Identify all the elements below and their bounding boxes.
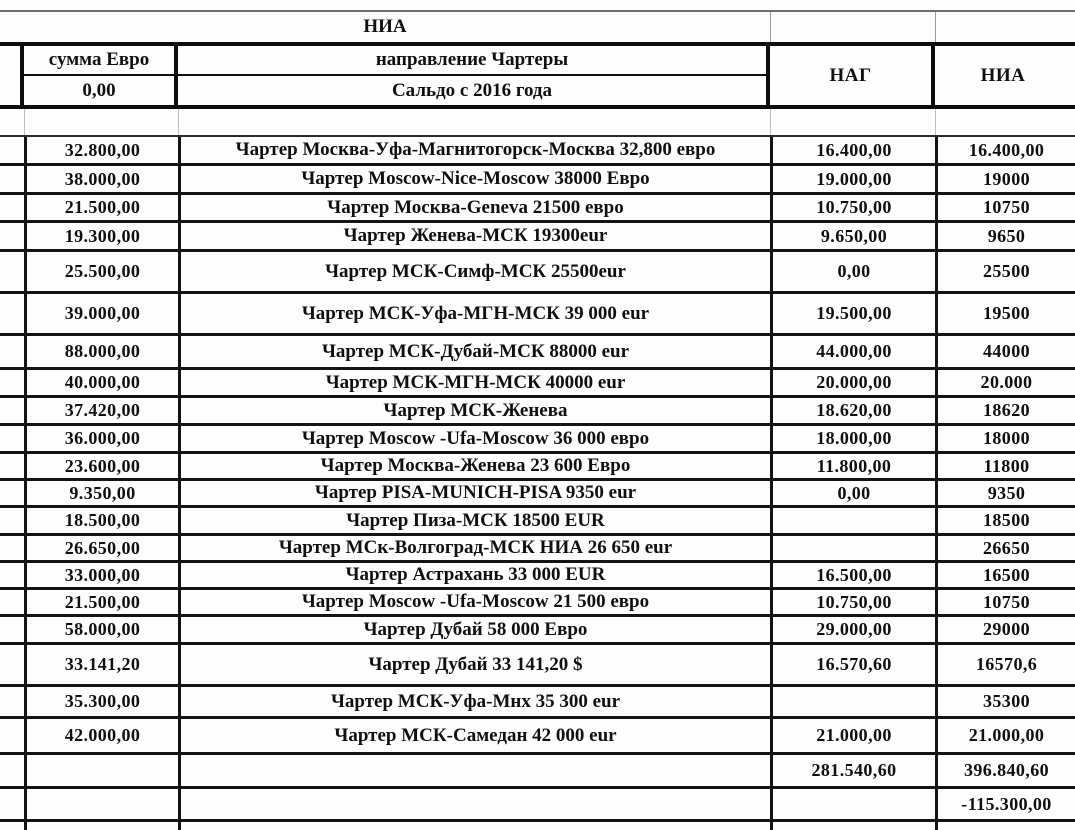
totals-row xyxy=(0,755,1075,789)
direction-cell: Чартер Москва-Уфа-Магнитогорск-Москва 32,800 евро xyxy=(178,137,770,163)
column-header-nia: НИА xyxy=(931,46,1071,105)
column-header-direction: направление Чартеры xyxy=(178,46,766,76)
row-stub-cell xyxy=(0,481,24,505)
direction-cell: Чартер Moscow-Nice-Moscow 38000 Евро xyxy=(178,166,770,192)
sum-cell: 36.000,00 xyxy=(24,426,178,451)
nia-cell: 18620 xyxy=(935,398,1075,423)
table-row xyxy=(0,398,1075,426)
direction-cell: Чартер Астрахань 33 000 EUR xyxy=(178,563,770,587)
sum-cell: 42.000,00 xyxy=(24,719,178,752)
nia-cell: 9350 xyxy=(935,481,1075,505)
sum-cell: 39.000,00 xyxy=(24,294,178,333)
table-row xyxy=(0,195,1075,223)
row-stub-cell xyxy=(0,166,24,192)
nia-cell: 25500 xyxy=(935,252,1075,291)
table-row xyxy=(0,370,1075,398)
sum-cell: 40.000,00 xyxy=(24,370,178,395)
row-stub-cell xyxy=(0,336,24,367)
nia-cell: 21.000,00 xyxy=(935,719,1075,752)
nia-cell: 26650 xyxy=(935,536,1075,560)
row-stub-cell xyxy=(0,195,24,220)
spacer-row xyxy=(0,109,1075,137)
table-row xyxy=(0,252,1075,294)
nag-cell xyxy=(770,536,935,560)
nag-cell: 18.000,00 xyxy=(770,426,935,451)
row-stub-cell xyxy=(0,454,24,478)
sum-cell: 37.420,00 xyxy=(24,398,178,423)
table-row xyxy=(0,166,1075,195)
table-row xyxy=(0,590,1075,617)
nia-cell: 11800 xyxy=(935,454,1075,478)
nag-total-cell: 281.540,60 xyxy=(770,755,935,786)
row-stub-cell xyxy=(0,252,24,291)
direction-cell xyxy=(178,755,770,786)
table-row xyxy=(0,294,1075,336)
row-stub-cell xyxy=(0,645,24,684)
direction-cell: Чартер Пиза-МСК 18500 EUR xyxy=(178,508,770,533)
nag-cell: 20.000,00 xyxy=(770,370,935,395)
nag-cell xyxy=(770,687,935,716)
sum-cell: 58.000,00 xyxy=(24,617,178,642)
nag-cell: 16.570,60 xyxy=(770,645,935,684)
direction-cell: Чартер МСК-Уфа-МГН-МСК 39 000 eur xyxy=(178,294,770,333)
direction-cell: Чартер МСК-Самедан 42 000 eur xyxy=(178,719,770,752)
saldo-label: Сальдо с 2016 года xyxy=(391,79,553,101)
sum-cell: 18.500,00 xyxy=(24,508,178,533)
nia-cell: 19500 xyxy=(935,294,1075,333)
sum-cell: 38.000,00 xyxy=(24,166,178,192)
nag-cell: 10.750,00 xyxy=(770,195,935,220)
title-row-empty-nia-cell xyxy=(935,12,1075,42)
nia-saldo-cell: -115.300,00 xyxy=(935,789,1075,819)
nag-cell: 19.000,00 xyxy=(770,166,935,192)
sum-cell: 26.650,00 xyxy=(24,536,178,560)
partial-row xyxy=(0,822,1075,830)
table-row xyxy=(0,719,1075,755)
saldo-result-row xyxy=(0,789,1075,822)
direction-cell: Чартер МСК-Женева xyxy=(178,398,770,423)
nag-cell: 21.000,00 xyxy=(770,719,935,752)
sum-cell: 32.800,00 xyxy=(24,137,178,163)
nag-cell: 29.000,00 xyxy=(770,617,935,642)
column-header-nag: НАГ xyxy=(766,46,931,105)
row-stub-cell xyxy=(0,687,24,716)
column-header-sum: сумма Евро xyxy=(24,46,174,76)
nia-cell: 19000 xyxy=(935,166,1075,192)
sum-cell xyxy=(24,755,178,786)
row-stub-cell xyxy=(0,223,24,249)
title-row xyxy=(0,10,1075,42)
table-header xyxy=(0,42,1075,109)
sum-cell xyxy=(24,789,178,819)
nag-cell: 18.620,00 xyxy=(770,398,935,423)
nag-cell: 44.000,00 xyxy=(770,336,935,367)
direction-cell: Чартер МСК-Уфа-Мнх 35 300 eur xyxy=(178,687,770,716)
nag-cell: 10.750,00 xyxy=(770,590,935,614)
sheet-title: НИА xyxy=(363,16,407,37)
sum-cell: 25.500,00 xyxy=(24,252,178,291)
direction-cell: Чартер Москва-Geneva 21500 евро xyxy=(178,195,770,220)
table-row xyxy=(0,536,1075,563)
nia-cell: 20.000 xyxy=(935,370,1075,395)
nia-cell: 16.400,00 xyxy=(935,137,1075,163)
sum-cell: 21.500,00 xyxy=(24,195,178,220)
table-row xyxy=(0,617,1075,645)
nia-cell: 18500 xyxy=(935,508,1075,533)
sum-cell: 33.141,20 xyxy=(24,645,178,684)
direction-cell: Чартер Дубай 58 000 Евро xyxy=(178,617,770,642)
row-stub-cell xyxy=(0,755,24,786)
nag-cell: 16.500,00 xyxy=(770,563,935,587)
sum-cell: 88.000,00 xyxy=(24,336,178,367)
row-stub-cell xyxy=(0,426,24,451)
direction-cell: Чартер Женева-МСК 19300eur xyxy=(178,223,770,249)
table-row xyxy=(0,454,1075,481)
table-row xyxy=(0,687,1075,719)
table-row xyxy=(0,223,1075,252)
row-stub-cell xyxy=(0,536,24,560)
direction-cell: Чартер МСК-МГН-МСК 40000 eur xyxy=(178,370,770,395)
table-row xyxy=(0,137,1075,166)
sum-cell: 23.600,00 xyxy=(24,454,178,478)
row-stub-cell xyxy=(0,398,24,423)
direction-cell: Чартер Дубай 33 141,20 $ xyxy=(178,645,770,684)
nia-cell: 16570,6 xyxy=(935,645,1075,684)
table-row xyxy=(0,508,1075,536)
nag-cell: 0,00 xyxy=(770,252,935,291)
direction-cell: Чартер Moscow -Ufa-Moscow 21 500 евро xyxy=(178,590,770,614)
table-row xyxy=(0,426,1075,454)
nia-cell: 9650 xyxy=(935,223,1075,249)
nag-cell xyxy=(770,789,935,819)
direction-cell: Чартер МСК-Дубай-МСК 88000 eur xyxy=(178,336,770,367)
sum-cell: 19.300,00 xyxy=(24,223,178,249)
sum-cell: 21.500,00 xyxy=(24,590,178,614)
nia-cell: 35300 xyxy=(935,687,1075,716)
sum-cell: 33.000,00 xyxy=(24,563,178,587)
nia-cell: 10750 xyxy=(935,590,1075,614)
header-stub-cell xyxy=(0,46,24,105)
nia-cell: 29000 xyxy=(935,617,1075,642)
row-stub-cell xyxy=(0,617,24,642)
table-row xyxy=(0,481,1075,508)
row-stub-cell xyxy=(0,137,24,163)
sum-cell: 9.350,00 xyxy=(24,481,178,505)
direction-cell: Чартер Moscow -Ufa-Moscow 36 000 евро xyxy=(178,426,770,451)
row-stub-cell xyxy=(0,719,24,752)
direction-cell: Чартер Москва-Женева 23 600 Евро xyxy=(178,454,770,478)
nia-cell: 18000 xyxy=(935,426,1075,451)
nag-cell: 0,00 xyxy=(770,481,935,505)
title-row-empty-nag-cell xyxy=(770,12,935,42)
row-stub-cell xyxy=(0,294,24,333)
nia-cell: 44000 xyxy=(935,336,1075,367)
nag-cell xyxy=(770,508,935,533)
direction-cell: Чартер PISA-MUNICH-PISA 9350 eur xyxy=(178,481,770,505)
nag-cell: 16.400,00 xyxy=(770,137,935,163)
direction-cell: Чартер МСк-Волгоград-МСК НИА 26 650 eur xyxy=(178,536,770,560)
nag-cell: 9.650,00 xyxy=(770,223,935,249)
table-row xyxy=(0,563,1075,590)
sum-cell: 35.300,00 xyxy=(24,687,178,716)
table-row xyxy=(0,645,1075,687)
table-row xyxy=(0,336,1075,370)
row-stub-cell xyxy=(0,370,24,395)
nia-cell: 10750 xyxy=(935,195,1075,220)
row-stub-cell xyxy=(0,563,24,587)
nia-total-cell: 396.840,60 xyxy=(935,755,1075,786)
row-stub-cell xyxy=(0,789,24,819)
sum-total-value: 0,00 xyxy=(82,79,116,101)
nia-cell: 16500 xyxy=(935,563,1075,587)
nag-cell: 11.800,00 xyxy=(770,454,935,478)
row-stub-cell xyxy=(0,590,24,614)
direction-cell xyxy=(178,789,770,819)
row-stub-cell xyxy=(0,508,24,533)
nag-cell: 19.500,00 xyxy=(770,294,935,333)
direction-cell: Чартер МСК-Симф-МСК 25500eur xyxy=(178,252,770,291)
